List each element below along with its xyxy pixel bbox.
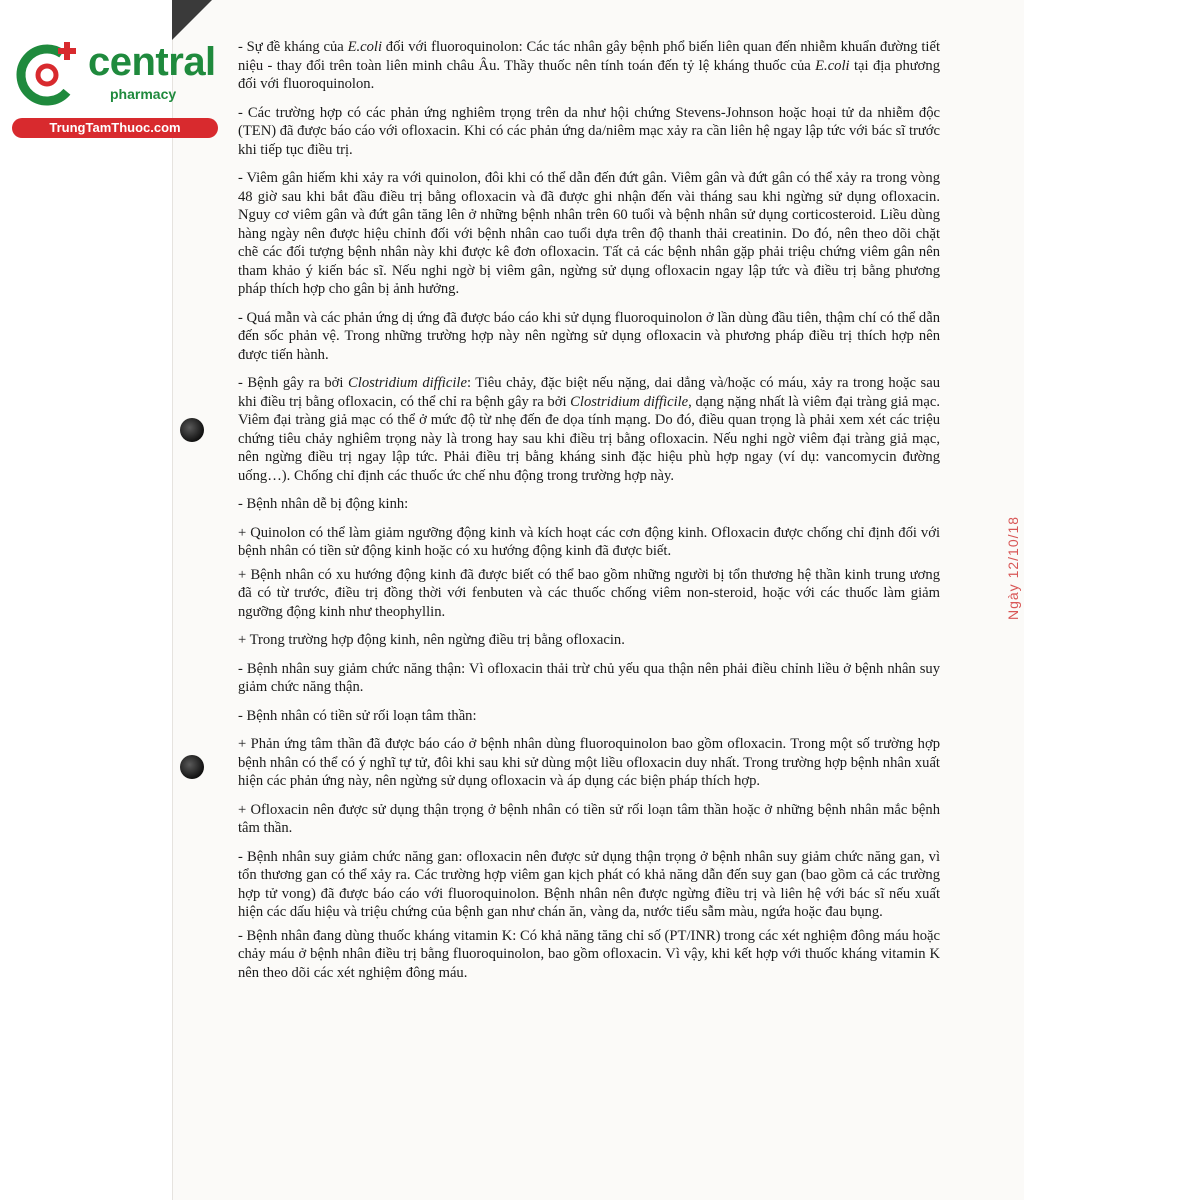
paragraph: - Sự đề kháng của E.coli đối với fluoroquinolon: Các tác nhân gây bệnh phổ biến liên quan đến nhiễm khuẩn đường tiết niệu - thay đổi trên toàn liên minh châu Âu. Thầy thuốc nên tính toán đến tỷ lệ kháng thuốc của E.coli tại địa phương đối với fluoroquinolon. bbox=[238, 39, 940, 92]
document-body bbox=[238, 38, 940, 987]
logo-subtitle: pharmacy bbox=[110, 86, 177, 102]
paragraph: + Quinolon có thể làm giảm ngưỡng động kinh và kích hoạt các cơn động kinh. Ofloxacin được chống chỉ định đối với bệnh nhân có tiền sử động kinh hoặc có xu hướng động kinh đã được biết. bbox=[238, 524, 940, 559]
pharmacy-logo[interactable] bbox=[8, 34, 218, 138]
paragraph: - Bệnh gây ra bởi Clostridium difficile: Tiêu chảy, đặc biệt nếu nặng, dai dẳng và/hoặc có máu, xảy ra trong hoặc sau khi điều trị bằng ofloxacin, có thể chỉ ra bệnh gây ra bởi Clostridium difficile, dạng nặng nhất là viêm đại tràng giả mạc. Viêm đại tràng giả mạc có thể ở mức độ từ nhẹ đến đe dọa tính mạng. Do đó, điều quan trọng là phải xem xét các triệu chứng tiêu chảy nghiêm trọng này là trong hay sau khi điều trị bằng ofloxacin. Nếu nghi ngờ viêm đại tràng giả mạc, nên ngừng điều trị ngay lập tức. Phải điều trị bằng kháng sinh đặc hiệu phù hợp ngay (ví dụ: vancomycin đường uống…). Chống chỉ định các thuốc ức chế nhu động trong trường hợp này. bbox=[238, 375, 940, 484]
paragraph: - Bệnh nhân đang dùng thuốc kháng vitamin K: Có khả năng tăng chỉ số (PT/INR) trong các xét nghiệm đông máu hoặc chảy máu ở bệnh nhân điều trị bằng fluoroquinolon, bao gồm ofloxacin. Vì vậy, khi kết hợp với thuốc kháng vitamin K nên theo dõi các xét nghiệm đông máu. bbox=[238, 927, 940, 981]
paragraph: - Viêm gân hiếm khi xảy ra với quinolon, đôi khi có thể dẫn đến đứt gân. Viêm gân và đứt gân có thể xảy ra trong vòng 48 giờ sau khi bắt đầu điều trị bằng ofloxacin và đã được ghi nhận đến vài tháng sau khi ngừng sử dụng ofloxacin. Nguy cơ viêm gân và đứt gân tăng lên ở những bệnh nhân trên 60 tuổi và bệnh nhân sử dụng corticosteroid. Liều dùng hàng ngày nên được hiệu chỉnh đối với bệnh nhân cao tuổi dựa trên độ thanh thải creatinin. Do đó, nên theo dõi chặt chẽ các đối tượng bệnh nhân này khi được kê đơn ofloxacin. Tất cả các bệnh nhân gặp phải triệu chứng viêm gân nên tham khảo ý kiến bác sĩ. Nếu nghi ngờ bị viêm gân, ngừng sử dụng ofloxacin ngay lập tức và điều trị bằng phương pháp thích hợp cho gân bị ảnh hưởng. bbox=[238, 170, 940, 297]
paragraph: - Quá mẫn và các phản ứng dị ứng đã được báo cáo khi sử dụng fluoroquinolon ở lần dùng đầu tiên, thậm chí có thể dẫn đến sốc phản vệ. Trong những trường hợp này nên ngừng sử dụng ofloxacin và phương pháp điều trị thích hợp nên được tiến hành. bbox=[238, 309, 940, 363]
logo-name: central bbox=[88, 40, 216, 84]
paragraph: - Bệnh nhân suy giảm chức năng gan: ofloxacin nên được sử dụng thận trọng ở bệnh nhân suy giảm chức năng gan, vì tổn thương gan có thể xảy ra. Các trường hợp viêm gan kịch phát có khả năng dẫn đến suy gan (bao gồm cả các trường hợp tử vong) đã được báo cáo với fluoroquinolon. Bệnh nhân nên được ngừng điều trị và liên hệ với bác sĩ nếu xuất hiện các dấu hiệu và triệu chứng của bệnh gan như chán ăn, vàng da, nước tiểu sẫm màu, ngứa hoặc đau bụng. bbox=[238, 848, 940, 920]
punch-hole bbox=[180, 755, 204, 779]
paragraph: + Ofloxacin nên được sử dụng thận trọng ở bệnh nhân có tiền sử rối loạn tâm thần hoặc ở những bệnh nhân mắc bệnh tâm thần. bbox=[238, 801, 940, 836]
paragraph: - Bệnh nhân dễ bị động kinh: bbox=[238, 496, 409, 512]
paragraph: - Các trường hợp có các phản ứng nghiêm trọng trên da như hội chứng Stevens-Johnson hoặc hoại tử da nhiễm độc (TEN) đã được báo cáo với ofloxacin. Khi có các phản ứng da/niêm mạc xảy ra cần liên hệ ngay lập tức với bác sĩ trước khi tiếp tục điều trị. bbox=[238, 104, 940, 158]
paragraph: + Bệnh nhân có xu hướng động kinh đã được biết có thể bao gồm những người bị tổn thương hệ thần kinh trung ương đã có từ trước, điều trị đồng thời với fenbuten và các thuốc chống viêm non-steroid, hoặc với các thuốc làm giảm ngưỡng động kinh như theophyllin. bbox=[238, 566, 940, 620]
paragraph: + Phản ứng tâm thần đã được báo cáo ở bệnh nhân dùng fluoroquinolon bao gồm ofloxacin. Trong một số trường hợp bệnh nhân có thể có ý nghĩ tự tử, đôi khi sau khi sử dùng một liều ofloxacin duy nhất. Trong trường hợp bệnh nhân xuất hiện các phản ứng này, nên ngừng sử dụng ofloxacin và áp dụng các biện pháp thích hợp. bbox=[238, 736, 940, 789]
logo-website: TrungTamThuoc.com bbox=[12, 118, 218, 138]
side-stamp: Ngày 12/10/18 bbox=[1005, 515, 1021, 620]
paragraph: - Bệnh nhân suy giảm chức năng thận: Vì ofloxacin thải trừ chủ yếu qua thận nên phải điều chỉnh liều ở bệnh nhân suy giảm chức năng thận. bbox=[238, 660, 940, 695]
punch-hole bbox=[180, 418, 204, 442]
paragraph: - Bệnh nhân có tiền sử rối loạn tâm thần: bbox=[238, 707, 477, 724]
paragraph: + Trong trường hợp động kinh, nên ngừng điều trị bằng ofloxacin. bbox=[238, 632, 625, 648]
logo-mark-icon bbox=[14, 38, 84, 108]
